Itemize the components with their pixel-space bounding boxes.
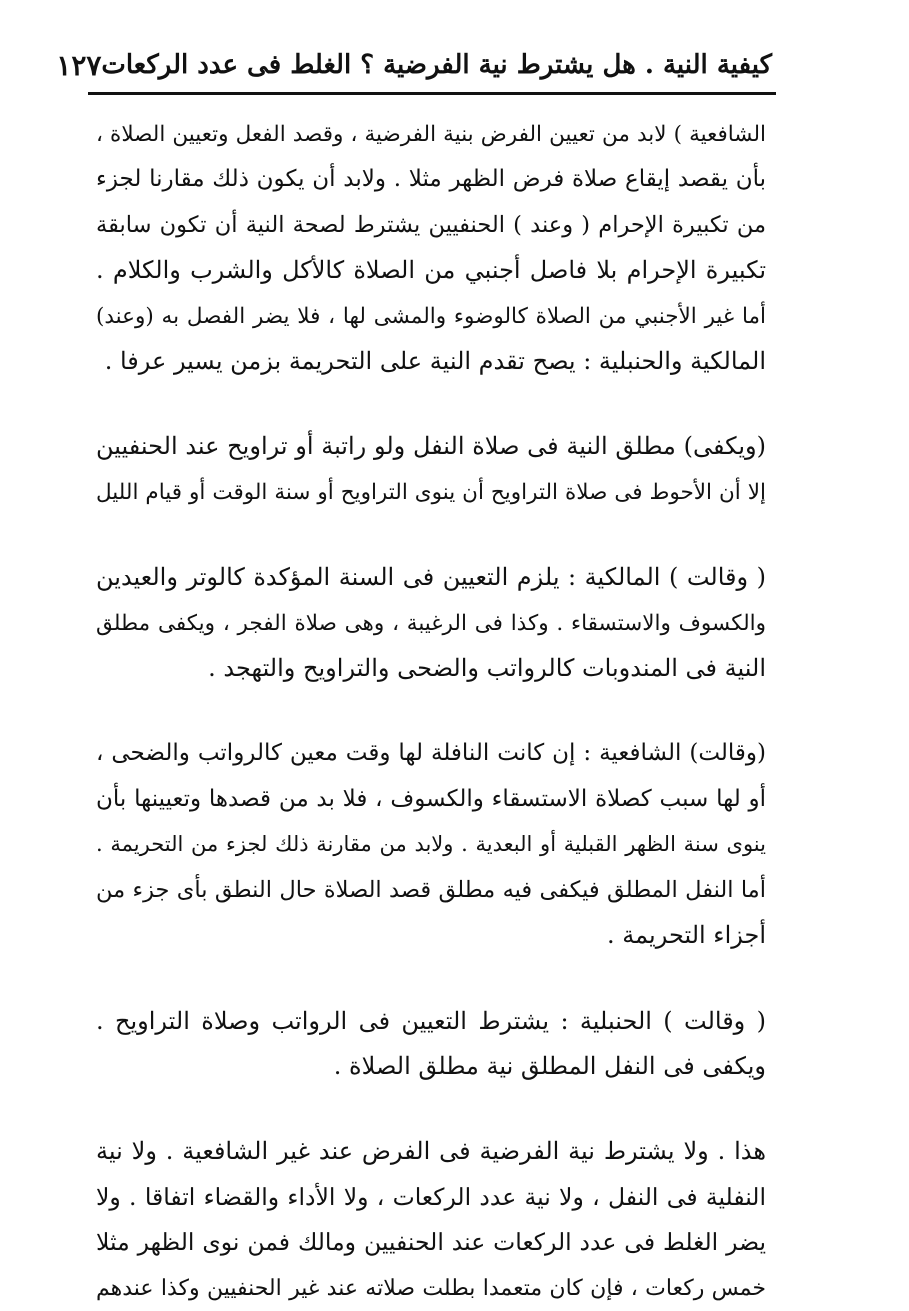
text-line: يضر الغلط فى عدد الركعات عند الحنفيين ومالك فمن نوى الظهر مثلا: [96, 1228, 766, 1257]
text-line: هذا . ولا يشترط نية الفرضية فى الفرض عند غير الشافعية . ولا نية: [96, 1137, 766, 1166]
text-line: (وقالت) الشافعية : إن كانت النافلة لها وقت معين كالرواتب والضحى ،: [96, 740, 766, 767]
paragraph-gap: [96, 1089, 766, 1129]
text-line: ( وقالت ) الحنبلية : يشترط التعيين فى الرواتب وصلاة التراويح .: [96, 1006, 766, 1035]
body-text: [96, 112, 766, 1311]
running-header-title: كيفية النية . هل يشترط نية الفرضية ؟ الغلط فى عدد الركعات: [101, 50, 772, 80]
text-line: ويكفى فى النفل المطلق نية مطلق الصلاة .: [333, 1051, 766, 1080]
text-line: ( وقالت ) المالكية : يلزم التعيين فى السنة المؤكدة كالوتر والعيدين: [96, 563, 766, 592]
paragraph-2: [96, 424, 766, 515]
paragraph-gap: [96, 691, 766, 731]
text-line: المالكية والحنبلية : يصح تقدم النية على التحريمة بزمن يسير عرفا .: [104, 347, 766, 376]
page-number: ١٢٧: [56, 48, 102, 82]
text-line: أما النفل المطلق فيكفى فيه مطلق قصد الصلاة حال النطق بأى جزء من: [96, 876, 766, 903]
text-line: خمس ركعات ، فإن كان متعمدا بطلت صلاته عند غير الحنفيين وكذا عندهم: [96, 1275, 766, 1301]
paragraph-gap: [96, 959, 766, 999]
paragraph-gap: [96, 384, 766, 424]
header-rule: [88, 92, 776, 95]
paragraph-3: [96, 555, 766, 691]
text-line: والكسوف والاستسقاء . وكذا فى الرغيبة ، وهى صلاة الفجر ، ويكفى مطلق: [96, 610, 766, 636]
text-line: أجزاء التحريمة .: [607, 921, 766, 950]
text-line: إلا أن الأحوط فى صلاة التراويح أن ينوى التراويح أو سنة الوقت أو قيام الليل: [96, 479, 766, 505]
text-line: النية فى المندوبات كالرواتب والضحى والتراويح والتهجد .: [208, 654, 766, 683]
text-line: تكبيرة الإحرام بلا فاصل أجنبي من الصلاة كالأكل والشرب والكلام .: [96, 256, 766, 285]
paragraph-6: [96, 1129, 766, 1311]
text-line: من تكبيرة الإحرام ( وعند ) الحنفيين يشترط لصحة النية أن تكون سابقة: [96, 211, 766, 238]
text-line: بأن يقصد إيقاع صلاة فرض الظهر مثلا . ولابد أن يكون ذلك مقارنا لجزء: [96, 166, 766, 193]
paragraph-5: [96, 999, 766, 1090]
text-line: الشافعية ) لابد من تعيين الفرض بنية الفرضية ، وقصد الفعل وتعيين الصلاة ،: [96, 122, 766, 147]
text-line: ينوى سنة الظهر القبلية أو البعدية . ولابد من مقارنة ذلك لجزء من التحريمة .: [96, 832, 766, 857]
paragraph-4: [96, 731, 766, 958]
paragraph-1: [96, 112, 766, 384]
text-line: أو لها سبب كصلاة الاستسقاء والكسوف ، فلا بد من قصدها وتعيينها بأن: [96, 785, 766, 812]
text-line: (ويكفى) مطلق النية فى صلاة النفل ولو راتبة أو تراويح عند الحنفيين: [96, 432, 766, 461]
text-line: أما غير الأجنبي من الصلاة كالوضوء والمشى لها ، فلا يضر الفصل به (وعند): [96, 303, 766, 329]
text-line: النفلية فى النفل ، ولا نية عدد الركعات ، ولا الأداء والقضاء اتفاقا . ولا: [96, 1182, 766, 1211]
running-header: [56, 42, 772, 88]
paragraph-gap: [96, 515, 766, 555]
